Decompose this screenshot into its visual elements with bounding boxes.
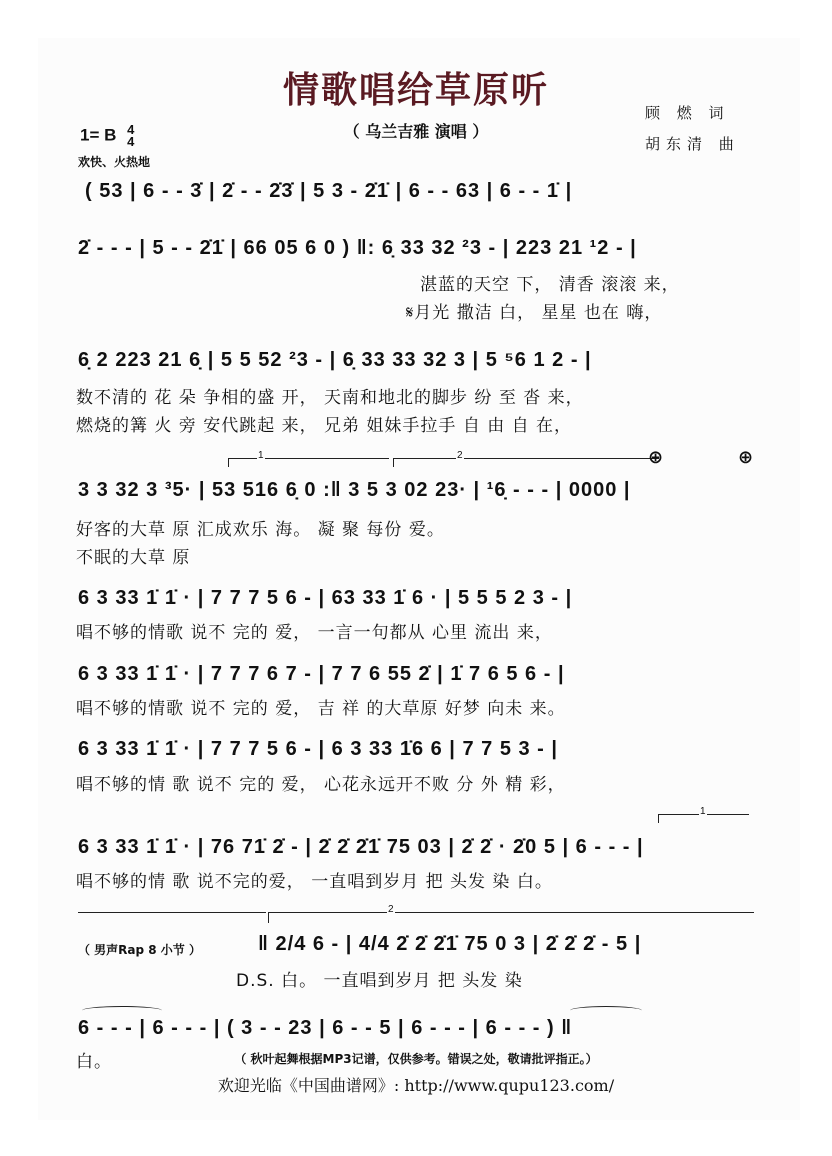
time-sig-top: 4 [127, 122, 135, 137]
notation-line-9: ‖ 2/4 6 - | 4/4 2̇ 2̇ 2̇1̇ 75 0 3 | 2̇ 2̇ 2̇ - 5 | [258, 933, 642, 955]
song-title: 情歌唱给草原听 [282, 70, 549, 111]
lyrics-line-2b: 𝄋月光 撒洁 白， 星星 也在 嗨， [406, 303, 663, 323]
lyrics-line-5: 唱不够的情歌 说不 完的 爱， 一言一句都从 心里 流出 来， [76, 623, 553, 643]
coda-icon: ⊕ [738, 447, 754, 467]
volta-1-label: 1 [700, 806, 706, 817]
lyrics-line-4a: 好客的大草 原 汇成欢乐 海。 凝 聚 每份 爱。 [76, 520, 445, 540]
lyrics-line-8: 唱不够的情 歌 说不完的爱， 一直唱到岁月 把 头发 染 白。 [76, 872, 553, 892]
composer-credit: 胡东清 曲 [645, 135, 740, 153]
notation-line-10: 6 - - - | 6 - - - | ( 3 - - 23 | 6 - - 5 | 6 - - - | 6 - - - ) ‖ [78, 1017, 573, 1039]
rap-interlude-note: （ 男声Rap 8 小节 ） [78, 943, 201, 957]
lyrics-line-2a: 湛蓝的天空 下， 清香 滚滚 来， [420, 275, 680, 295]
volta-continuation [78, 912, 266, 923]
key-label: 1= B [80, 125, 117, 145]
notation-line-1: ( 53 | 6 - - 3̇ | 2̇ - - 2̇3̇ | 5 3 - 2̇1̇ | 6 - - 63 | 6 - - 1̇ | [85, 180, 573, 202]
lyrics-line-4b: 不眠的大草 原 [76, 548, 191, 568]
key-signature [80, 124, 134, 148]
notation-line-6: 6 3 33 1̇ 1̇ · | 7 7 7 6 7 - | 7 7 6 55 2̇ | 1̇ 7 6 5 6 - | [78, 663, 565, 685]
volta-2-label: 2 [457, 450, 463, 461]
volta-2-label: 2 [388, 904, 394, 915]
site-credit: 欢迎光临《中国曲谱网》: http://www.qupu123.com/ [217, 1076, 615, 1095]
volta-bracket-2b [268, 904, 754, 923]
time-sig-bottom: 4 [127, 134, 135, 149]
volta-bracket-1b [658, 806, 749, 823]
volta-1-label: 1 [258, 450, 264, 461]
notation-line-3: 6̣ 2 223 21 6̣ | 5 5 52 ²3 - | 6̣ 33 33 32 3 | 5 ⁵6 1 2 - | [78, 349, 592, 371]
notation-line-5: 6 3 33 1̇ 1̇ · | 7 7 7 5 6 - | 63 33 1̇ 6 · | 5 5 5 2 3 - | [78, 587, 573, 609]
notation-line-4: 3 3 32 3 ³5· | 53 516 6̣ 0 :‖ 3 5 3 02 23· | ¹6̣ - - - | 0000 | [78, 479, 631, 501]
tie-arc [570, 1006, 642, 1015]
notation-line-7: 6 3 33 1̇ 1̇ · | 7 7 7 5 6 - | 6 3 33 1̇6 6 | 7 7 5 3 - | [78, 738, 558, 760]
tie-arc [82, 1006, 162, 1015]
tempo-marking: 欢快、火热地 [78, 155, 151, 169]
performer: （ 乌兰吉雅 演唱 ） [343, 122, 489, 141]
volta-bracket-2 [393, 450, 659, 467]
lyrics-line-3b: 燃烧的篝 火 旁 安代跳起 来， 兄弟 姐妹手拉手 自 由 自 在， [76, 416, 573, 436]
lyrics-line-10: 白。 [76, 1052, 112, 1072]
notation-line-2: 2̇ - - - | 5 - - 2̇1̇ | 66 05 6 0 ) ‖: 6̣ 33 32 ²3 - | 223 21 ¹2 - | [78, 237, 637, 259]
lyrics-line-7: 唱不够的情 歌 说不 完的 爱， 心花永远开不败 分 外 精 彩， [76, 775, 566, 795]
coda-icon: ⊕ [648, 447, 664, 467]
lyrics-line-3a: 数不清的 花 朵 争相的盛 开， 天南和地北的脚步 纷 至 沓 来， [76, 388, 584, 408]
time-signature [127, 124, 134, 148]
volta-bracket-1 [228, 450, 389, 467]
notation-line-8: 6 3 33 1̇ 1̇ · | 76 71̇ 2̇ - | 2̇ 2̇ 2̇1̇ 75 03 | 2̇ 2̇ · 2̇0 5 | 6 - - - | [78, 836, 644, 858]
lyrics-line-6: 唱不够的情歌 说不 完的 爱， 吉 祥 的大草原 好梦 向未 来。 [76, 699, 566, 719]
lyricist-credit: 顾 燃 词 [645, 104, 730, 122]
lyrics-line-9: D.S. 白。 一直唱到岁月 把 头发 染 [236, 971, 523, 991]
transcription-remark: （ 秋叶起舞根据MP3记谱，仅供参考。错误之处，敬请批评指正。） [234, 1052, 598, 1066]
